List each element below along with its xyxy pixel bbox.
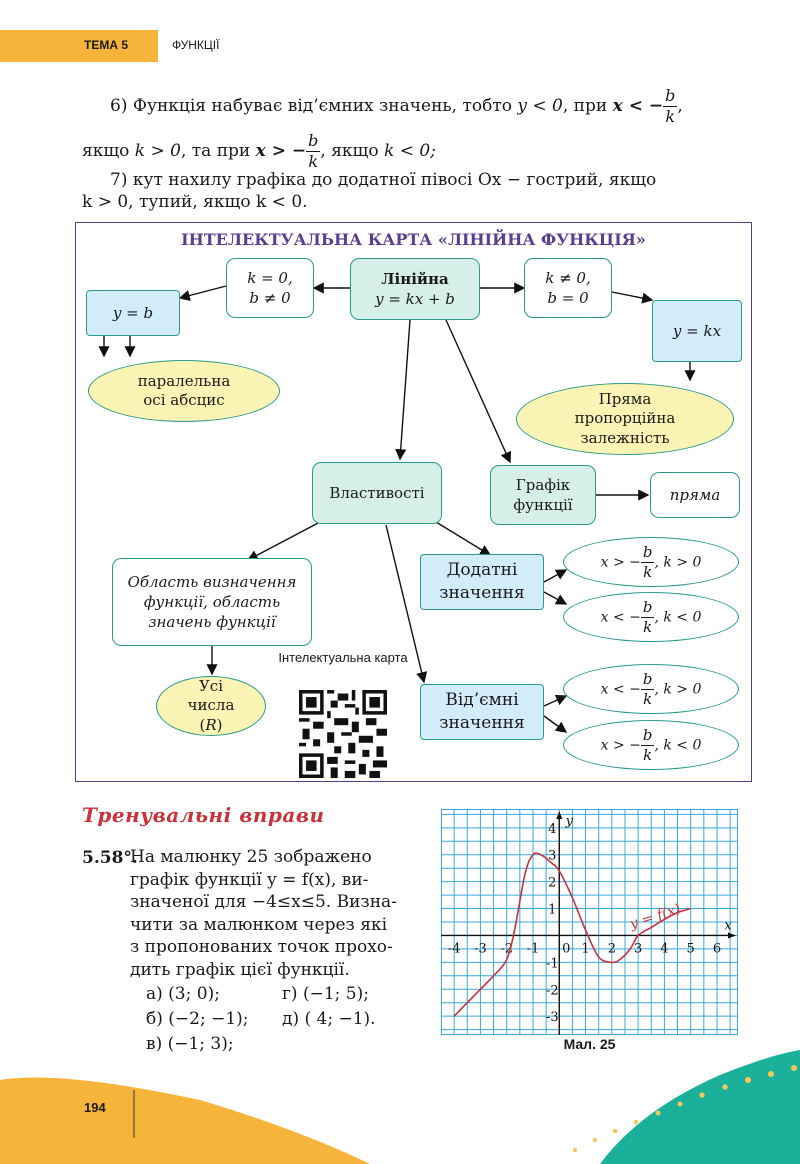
positive-values-box: Додатні значення [420, 554, 544, 610]
x-tick-label: 1 [581, 941, 590, 957]
parallel-oval: паралельна осі абсцис [88, 360, 280, 422]
y-tick-label: -1 [545, 956, 559, 972]
qr-caption: Інтелектуальна карта [278, 650, 408, 665]
paragraph-6: 6) Функція набуває від’ємних значень, тобто y < 0, при x < − $\frac{b}{k}$ , [110, 86, 683, 126]
positive-k-lt0-oval: x < − $\frac{b}{k}$ , k < 0 [563, 592, 739, 642]
x-tick-label: 6 [712, 941, 722, 957]
header-title: ФУНКЦІЇ [172, 38, 220, 52]
exercise-number: 5.58°. [82, 848, 138, 868]
proportional-oval: Пряма пропорційна залежність [516, 383, 734, 455]
exercise-options [146, 982, 376, 1057]
mindmap-title: ІНТЕЛЕКТУАЛЬНА КАРТА «ЛІНІЙНА ФУНКЦІЯ» [181, 230, 646, 249]
negative-values-box: Від’ємні значення [420, 684, 544, 740]
option-b: б) (−2; −1); [146, 1009, 249, 1029]
graph-box: Графік функції [490, 465, 596, 525]
x-tick-label: 0 [562, 941, 571, 957]
negative-k-lt0-oval: x > − $\frac{b}{k}$ , k < 0 [563, 720, 739, 770]
domain-box: Область визначення функції, область значень функції [112, 558, 312, 646]
option-v: в) (−1; 3); [146, 1034, 234, 1054]
option-g: г) (−1; 5); [282, 984, 369, 1004]
paragraph-7-line1: 7) кут нахилу графіка до додатної півосі Ox − гострий, якщо [110, 170, 657, 190]
x-tick-label: -4 [447, 941, 461, 957]
x-tick-label: 5 [686, 941, 695, 957]
exercise-text: На малюнку 25 зображено графік функції y = f(x), ви- значеної для −4≤x≤5. Визна- чити за малюнком через які з пропонованих точок прохо- дить графік цієї функції. [130, 847, 397, 980]
line-box: пряма [650, 472, 740, 518]
paragraph-6-cont: якщо k > 0, та при x > − $\frac{b}{k}$ , якщо k < 0; [82, 131, 436, 171]
function-graph [441, 809, 738, 1035]
y-equals-b: y = b [86, 290, 180, 336]
y-axis-arrow [556, 811, 562, 819]
negative-k-gt0-oval: x < − $\frac{b}{k}$ , k > 0 [563, 664, 739, 714]
option-a: а) (3; 0); [146, 984, 220, 1004]
curve-annotation: y = f(x) [627, 901, 683, 933]
y-tick-label: -3 [545, 1010, 559, 1026]
header-tema: ТЕМА 5 [84, 38, 129, 52]
center-linear-function: Лінійна y = kx + b [350, 258, 480, 320]
condition-b0: k ≠ 0, b = 0 [524, 258, 612, 318]
x-axis-label: x [724, 918, 732, 934]
y-axis-label: y [565, 814, 573, 829]
y-tick-label: 4 [548, 821, 557, 837]
figure-caption: Мал. 25 [563, 1036, 616, 1052]
y-tick-label: 1 [548, 902, 557, 918]
all-numbers-oval: Усі числа (R) [156, 676, 266, 736]
y-equals-kx: y = kx [652, 300, 742, 362]
exercises-heading: Тренувальні вправи [82, 803, 325, 827]
x-tick-label: 4 [660, 941, 669, 957]
properties-box: Властивості [312, 462, 442, 524]
positive-k-gt0-oval: x > − $\frac{b}{k}$ , k > 0 [563, 537, 739, 587]
x-tick-label: 3 [633, 941, 643, 957]
qr-code[interactable] [298, 690, 388, 778]
condition-k0: k = 0, b ≠ 0 [226, 258, 314, 318]
y-tick-label: -2 [545, 983, 559, 999]
option-d: д) ( 4; −1). [282, 1009, 376, 1029]
x-tick-label: -3 [474, 941, 487, 957]
x-tick-label: -1 [526, 941, 540, 957]
x-tick-label: 2 [607, 941, 616, 957]
y-tick-label: 2 [548, 875, 557, 891]
y-tick-label: 3 [548, 848, 557, 864]
page-number: 194 [84, 1100, 106, 1115]
paragraph-7-line2: k > 0, тупий, якщо k < 0. [82, 192, 308, 212]
x-tick-label: -2 [500, 941, 514, 957]
